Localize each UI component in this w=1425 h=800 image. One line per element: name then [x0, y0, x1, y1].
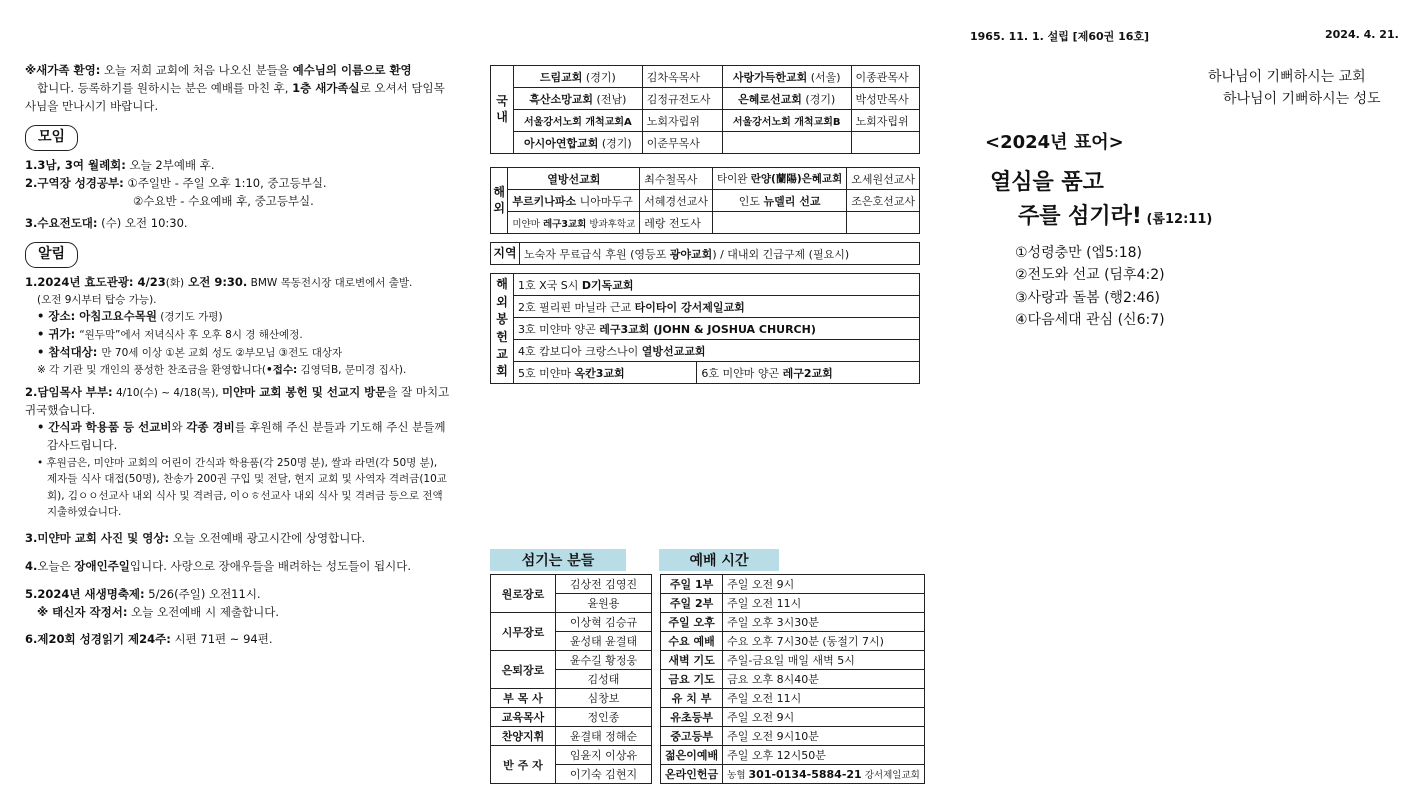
worship-row	[661, 727, 925, 746]
overseas-label: 해 외	[491, 168, 508, 234]
region-label: 지역	[491, 243, 520, 265]
theme-point: ③사랑과 돌봄 (행2:46)	[1015, 289, 1160, 306]
church-motto-1: 하나님이 기뻐하시는 교회	[1208, 69, 1366, 85]
worship-service-time: 주일 오전 11시	[723, 689, 925, 708]
worship-row	[661, 575, 925, 594]
worship-row	[661, 746, 925, 765]
worship-service-time: 주일 오후 3시30분	[723, 613, 925, 632]
worship-service-time: 주일 오전 9시	[723, 708, 925, 727]
domestic-missions-table: 국 내 드림교회 (경기) 김차옥목사 사랑가득한교회 (서울) 이종관목사 흑산소망교회 (전남) 김정규전도사 은혜로선교회 (경기) 박성만목사 서울강서노회 개척교회A 노회자립위 서울강서노회 개척교회B 노회자립위 아시아연합교회 (경기) 이준무목사	[490, 65, 920, 154]
worship-service-name: 유 치 부	[661, 689, 723, 708]
worship-row	[661, 689, 925, 708]
worship-row	[661, 670, 925, 689]
worship-service-time: 주일 오후 12시50분	[723, 746, 925, 765]
worship-service-name: 주일 1부	[661, 575, 723, 594]
worship-service-time: 주일-금요일 매일 새벽 5시	[723, 651, 925, 670]
church-motto-2: 하나님이 기뻐하시는 성도	[1223, 91, 1381, 107]
servants-table: 원로장로 김상전 김영진 윤원용 시무장로 이상혁 김승규 윤성태 윤결태 은퇴장로 윤수길 황정웅 김성태 부 목 사 심창보 교육목사 정인종 찬양지휘 윤결태 정해순 반 주 자 임윤지 이상유 이기숙 김현지	[490, 574, 652, 784]
worship-service-time: 주일 오전 9시10분	[723, 727, 925, 746]
worship-service-name: 중고등부	[661, 727, 723, 746]
notice-list: 1.2024년 효도관광: 4/23(화) 오전 9:30. BMW 목동전시장 대로변에서 출발. (오전 9시부터 탑승 가능). • 장소: 아침고요수목원 (경기도 가평) • 귀가: “원두막”에서 저녁식사 후 오후 8시 경 해산예정. • 참석대상: 만 70세 이상 ①본 교회 성도 ②부모님 ③전도 대상자 ※ 각 기관 및 개인의 풍성한 찬조금을 환영합니다(•접수: 김영덕B, 문미경 집사). 2.담임목사 부부: 4/10(수) ~ 4/18(목), 미얀마 교회 봉헌 및 선교지 방문을 잘 마치고 귀국했습니다. • 간식과 학용품 등 선교비와 각종 경비를 후원해 주신 분들과 기도해 주신 분들께 감사드립니다. • 후원금은, 미얀마 교회의 어린이 간식과 학용품(각 250명 분), 쌀과 라면(각 50명 분), 제자들 식사 대접(50명), 찬송가 200권 구입 및 전달, 현지 교회 및 사역자 격려금(10교회), 김ㅇㅇ선교사 내외 식사 및 격려금, 이ㅇㅎ선교사 내외 식사 및 격려금 등으로 전액 지출하였습니다. 3.미얀마 교회 사진 및 영상: 오늘 오전예배 광고시간에 상영합니다. 4.오늘은 장애인주일입니다. 사랑으로 장애우들을 배려하는 성도들이 됩시다. 5.2024년 새생명축제: 5/26(주일) 오전11시. ※ 태신자 작정서: 오늘 오전예배 시 제출합니다. 6.제20회 성경읽기 제24주: 시편 71편 ~ 94편.	[25, 275, 450, 647]
dedicated-churches-table: 해 외 봉 헌 교 회 1호 X국 S시 D기독교회 2호 필리핀 마닐라 근교 타이타이 강서제일교회 3호 미얀마 양곤 레구3교회 (JOHN & JOSHUA CHURCH) 4호 캄보디아 크랑스나이 열방선교교회 5호 미얀마 옥칸3교회 6호 미얀마 양곤 레구2교회	[490, 273, 920, 384]
welcome-notice: ※새가족 환영: 오늘 저희 교회에 처음 나오신 분들을 예수님의 이름으로 환영 합니다. 등록하기를 원하시는 분은 예배를 마친 후, 1층 새가족실로 오셔서 담임목사님을 만나시기 바랍니다.	[25, 63, 445, 113]
theme-point: ②전도와 선교 (딤후4:2)	[1015, 267, 1165, 284]
theme-points	[1015, 242, 1165, 332]
slogan-line-2: 주를 섬기라! (롬12:11)	[1018, 204, 1213, 229]
worship-service-name: 수요 예배	[661, 632, 723, 651]
meeting-list: 1.3남, 3여 월례회: 오늘 2부예배 후. 2.구역장 성경공부: ①주일반 - 주일 오후 1:10, 중고등부실. ②수요반 - 수요예배 후, 중고등부실. 3.수요전도대: (수) 오전 10:30.	[25, 158, 327, 230]
worship-row	[661, 651, 925, 670]
domestic-label: 국 내	[491, 66, 514, 154]
worship-service-time: 주일 오전 9시	[723, 575, 925, 594]
worship-service-time: 금요 오후 8시40분	[723, 670, 925, 689]
slogan-line-1: 열심을 품고	[990, 170, 1104, 195]
worship-service-name: 새벽 기도	[661, 651, 723, 670]
worship-service-time: 수요 오후 7시30분 (동절기 7시)	[723, 632, 925, 651]
worship-service-name: 주일 오후	[661, 613, 723, 632]
worship-row	[661, 594, 925, 613]
bulletin-date: 2024. 4. 21.	[1325, 28, 1399, 41]
theme-title: <2024년 표어>	[985, 132, 1124, 153]
worship-service-name: 유초등부	[661, 708, 723, 727]
dedicated-label: 해 외 봉 헌 교 회	[491, 274, 514, 384]
worship-service-time: 주일 오전 11시	[723, 594, 925, 613]
left-column	[25, 62, 450, 649]
theme-point: ④다음세대 관심 (신6:7)	[1015, 312, 1165, 329]
worship-service-name: 젊은이예배	[661, 746, 723, 765]
worship-service-name: 금요 기도	[661, 670, 723, 689]
worship-heading: 예배 시간	[659, 549, 779, 571]
worship-service-name: 주일 2부	[661, 594, 723, 613]
worship-row	[661, 613, 925, 632]
theme-point: ①성령충만 (엡5:18)	[1015, 245, 1142, 261]
worship-table	[660, 574, 925, 784]
online-offering-account: 농협 301-0134-5884-21 강서제일교회	[723, 765, 925, 784]
worship-row	[661, 708, 925, 727]
online-offering-label: 온라인헌금	[661, 765, 723, 784]
regional-support-table: 지역 노숙자 무료급식 후원 (영등포 광야교회) / 대내외 긴급구제 (필요시)	[490, 242, 920, 265]
worship-row	[661, 632, 925, 651]
overseas-missions-table: 해 외 열방선교회 최수철목사 타이완 란양(蘭陽)은혜교회 오세원선교사 부르키나파소 니아마두구 서혜경선교사 인도 뉴델리 선교 조은호선교사 미얀마 레구3교회 방과후학교 레랑 전도사	[490, 167, 920, 234]
founding-info: 1965. 11. 1. 설립 [제60권 16호]	[970, 30, 1150, 43]
notice-heading: 알림	[25, 242, 78, 268]
servants-heading: 섬기는 분들	[490, 549, 626, 571]
meeting-heading: 모임	[25, 125, 78, 151]
